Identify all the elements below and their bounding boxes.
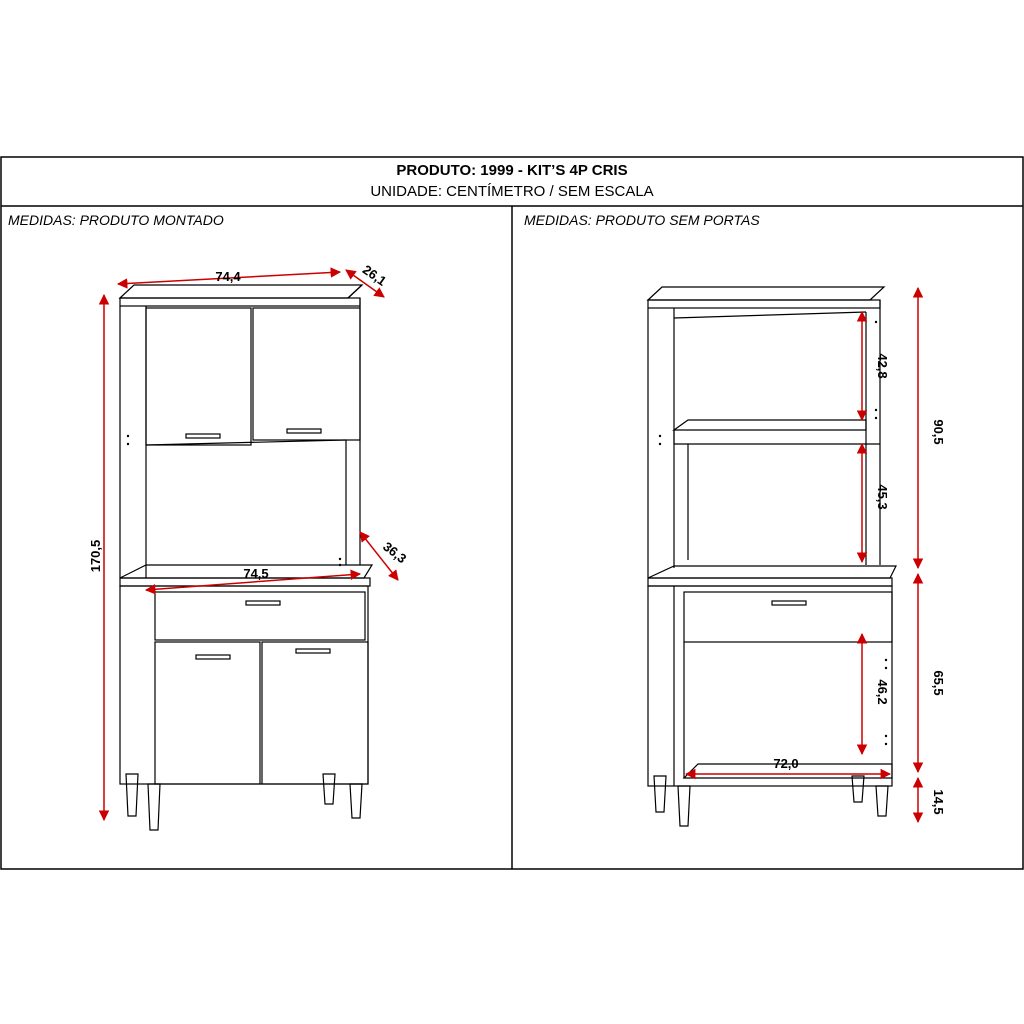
label-leg-height: 14,5 bbox=[931, 789, 946, 815]
label-upper-height: 90,5 bbox=[931, 419, 946, 445]
countertop-right bbox=[648, 566, 896, 578]
label-lower-cavity: 46,2 bbox=[875, 679, 890, 705]
label-inner-width: 72,0 bbox=[773, 756, 799, 771]
cabinet-without-doors bbox=[648, 287, 896, 826]
leg-4 bbox=[350, 784, 362, 818]
lower-door-right bbox=[262, 642, 368, 784]
drawer-front-right bbox=[684, 592, 892, 642]
handle-upper-left bbox=[186, 434, 220, 438]
drawer-handle-right bbox=[772, 601, 806, 605]
leg-r1 bbox=[654, 776, 666, 812]
upper-door-left bbox=[146, 308, 251, 445]
leg-r4 bbox=[876, 786, 888, 816]
label-counter-width: 74,5 bbox=[243, 566, 269, 581]
pin-holes-left bbox=[127, 435, 341, 566]
leg-1 bbox=[126, 774, 138, 816]
unit-subtitle: UNIDADE: CENTÍMETRO / SEM ESCALA bbox=[370, 183, 654, 200]
right-panel-title: MEDIDAS: PRODUTO SEM PORTAS bbox=[524, 212, 760, 228]
leg-r3 bbox=[852, 776, 864, 802]
lower-door-left bbox=[155, 642, 260, 784]
leg-3 bbox=[323, 774, 335, 804]
pin-holes-right bbox=[659, 321, 887, 745]
upper-door-right bbox=[253, 308, 360, 440]
drawer-handle bbox=[246, 601, 280, 605]
top-cap bbox=[120, 285, 362, 298]
label-total-height: 170,5 bbox=[88, 539, 103, 573]
label-counter-depth: 36,3 bbox=[380, 538, 410, 567]
handle-upper-right bbox=[287, 429, 321, 433]
assembled-cabinet bbox=[120, 285, 372, 830]
handle-lower-left bbox=[196, 655, 230, 659]
label-top-depth: 26,1 bbox=[359, 261, 390, 289]
base-body bbox=[120, 586, 368, 784]
drawer-front bbox=[155, 592, 365, 640]
label-top-width: 74,4 bbox=[215, 269, 241, 284]
middle-shelf bbox=[674, 420, 866, 430]
top-cap-right bbox=[648, 287, 884, 300]
leg-2 bbox=[148, 784, 160, 830]
left-panel-title: MEDIDAS: PRODUTO MONTADO bbox=[8, 212, 224, 228]
label-lower-shelf: 45,3 bbox=[875, 484, 890, 510]
top-board bbox=[120, 298, 360, 306]
product-title: PRODUTO: 1999 - KIT’S 4P CRIS bbox=[396, 162, 628, 179]
leg-r2 bbox=[678, 786, 690, 826]
handle-lower-right bbox=[296, 649, 330, 653]
label-lower-height: 65,5 bbox=[931, 670, 946, 696]
label-upper-shelf: 42,8 bbox=[875, 353, 890, 379]
